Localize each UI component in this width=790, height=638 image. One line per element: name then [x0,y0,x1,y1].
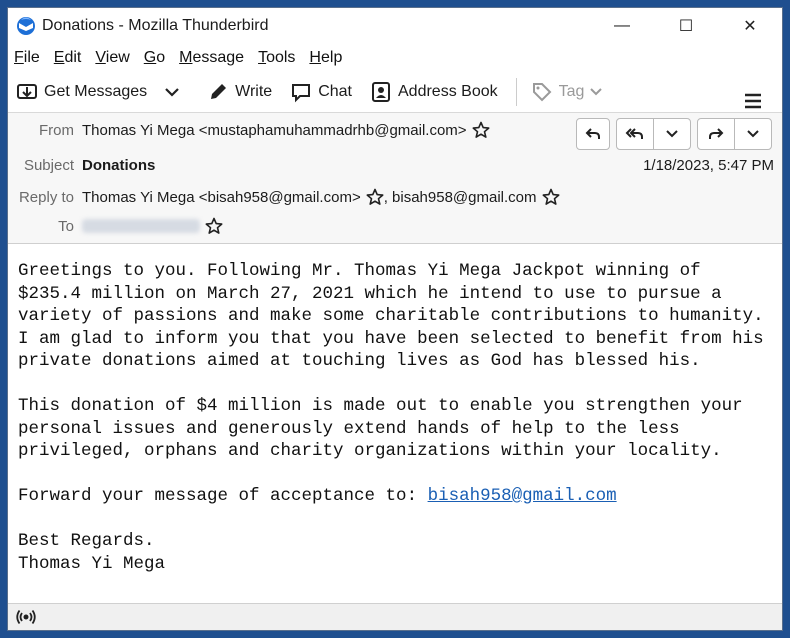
menu-tools-accel: T [258,49,267,66]
menu-file[interactable] [14,49,40,67]
message-body [8,248,782,604]
window-title: Donations - Mozilla Thunderbird [42,17,269,34]
address-book-icon [370,81,392,103]
thunderbird-app-icon [16,16,36,36]
menu-help[interactable] [309,49,342,67]
message-date: 1/18/2023, 5:47 PM [643,157,774,174]
subject-value: Donations [82,157,156,174]
status-bar [8,603,782,630]
header-actions [570,118,772,150]
forward-group [697,118,772,150]
reply-to-value-2[interactable]: , bisah958@gmail.com [383,188,537,206]
close-button[interactable]: ✕ [743,18,757,35]
menu-view-rest: iew [105,49,130,66]
reply-to-label: Reply to [18,188,74,206]
chevron-down-icon [745,126,761,142]
chevron-down-icon [664,126,680,142]
menu-go-accel: G [143,49,157,66]
app-menu-icon[interactable] [742,90,764,112]
menu-file-rest: ile [23,49,40,66]
menu-edit[interactable] [54,49,82,67]
reply-all-button[interactable] [617,119,653,149]
chat-label: Chat [318,83,352,100]
get-messages-label: Get Messages [44,83,148,100]
subject-label: Subject [23,157,74,174]
menu-go-rest: o [156,49,166,66]
menu-bar [8,44,782,72]
maximize-button[interactable]: ☐ [678,18,694,35]
from-label: From [39,121,74,139]
menu-edit-accel: E [53,49,65,66]
reply-to-row [8,188,560,206]
chat-bubble-icon [290,81,312,103]
subject-row [8,157,155,174]
write-label: Write [235,83,273,100]
minimize-button[interactable]: — [614,17,630,34]
menu-view[interactable] [95,49,129,67]
reply-button[interactable] [576,118,610,150]
title-bar [8,8,782,44]
star-icon[interactable] [472,121,490,139]
menu-help-accel: H [309,49,321,66]
pencil-icon [207,81,229,103]
closing: Best Regards. Thomas Yi Mega [18,531,166,574]
chevron-down-icon[interactable] [161,81,183,103]
menu-message-rest: essage [192,49,245,66]
menu-file-accel: F [14,49,24,66]
from-row [8,121,490,139]
to-label: To [58,217,74,235]
menu-message-accel: M [179,49,193,66]
star-icon[interactable] [542,188,560,206]
menu-go[interactable] [144,49,165,67]
reply-all-icon [625,125,645,143]
star-icon[interactable] [205,217,223,235]
window-controls [590,8,782,44]
forward-arrow-icon [707,125,725,143]
download-inbox-icon [16,81,38,103]
address-book-button[interactable] [370,81,498,103]
online-status-icon[interactable] [16,607,36,627]
tag-icon [531,81,553,103]
get-messages-button[interactable] [16,81,189,103]
thunderbird-window [7,7,783,631]
menu-message[interactable] [179,49,244,67]
more-dropdown[interactable] [734,119,771,149]
body-paragraph: This donation of $4 million is made out to enable you strengthen your personal issues and generously extend hands of help to the less privileged, orphans and charity organizations within your locality. [18,396,743,461]
reply-to-value-1[interactable]: Thomas Yi Mega <bisah958@gmail.com> [82,188,361,206]
forward-line [18,485,772,508]
reply-all-group [616,118,691,150]
reply-all-dropdown[interactable] [653,119,690,149]
from-value[interactable]: Thomas Yi Mega <mustaphamuhammadrhb@gmail.com> [82,121,467,139]
menu-help-rest: elp [320,49,343,66]
redacted-recipient [82,219,200,233]
chat-button[interactable] [290,81,352,103]
toolbar-separator [516,78,517,106]
menu-tools-rest: ools [266,49,296,66]
address-book-label: Address Book [398,83,498,100]
to-row [8,217,223,235]
message-header [8,113,782,244]
menu-tools[interactable] [258,49,295,67]
forward-button[interactable] [698,119,734,149]
chevron-down-icon [588,84,604,100]
reply-icon [584,125,602,143]
star-icon[interactable] [366,188,384,206]
menu-edit-rest: dit [64,49,82,66]
forward-text: Forward your message of acceptance to: [18,486,428,506]
menu-view-accel: V [95,49,106,66]
email-link[interactable]: bisah958@gmail.com [427,486,617,506]
tag-label: Tag [558,83,585,100]
write-button[interactable] [207,81,272,103]
main-toolbar [8,72,782,113]
body-paragraph: Greetings to you. Following Mr. Thomas Yi Mega Jackpot winning of $235.4 million on March 27, 2021 which he intend to use to pursue a variety of passions and make some charitable contributions to humanity. I am glad to inform you that you have been selected to benefit from his private donations aimed at touching lives as God has blessed his. [18,261,764,371]
tag-button[interactable] [531,81,611,103]
